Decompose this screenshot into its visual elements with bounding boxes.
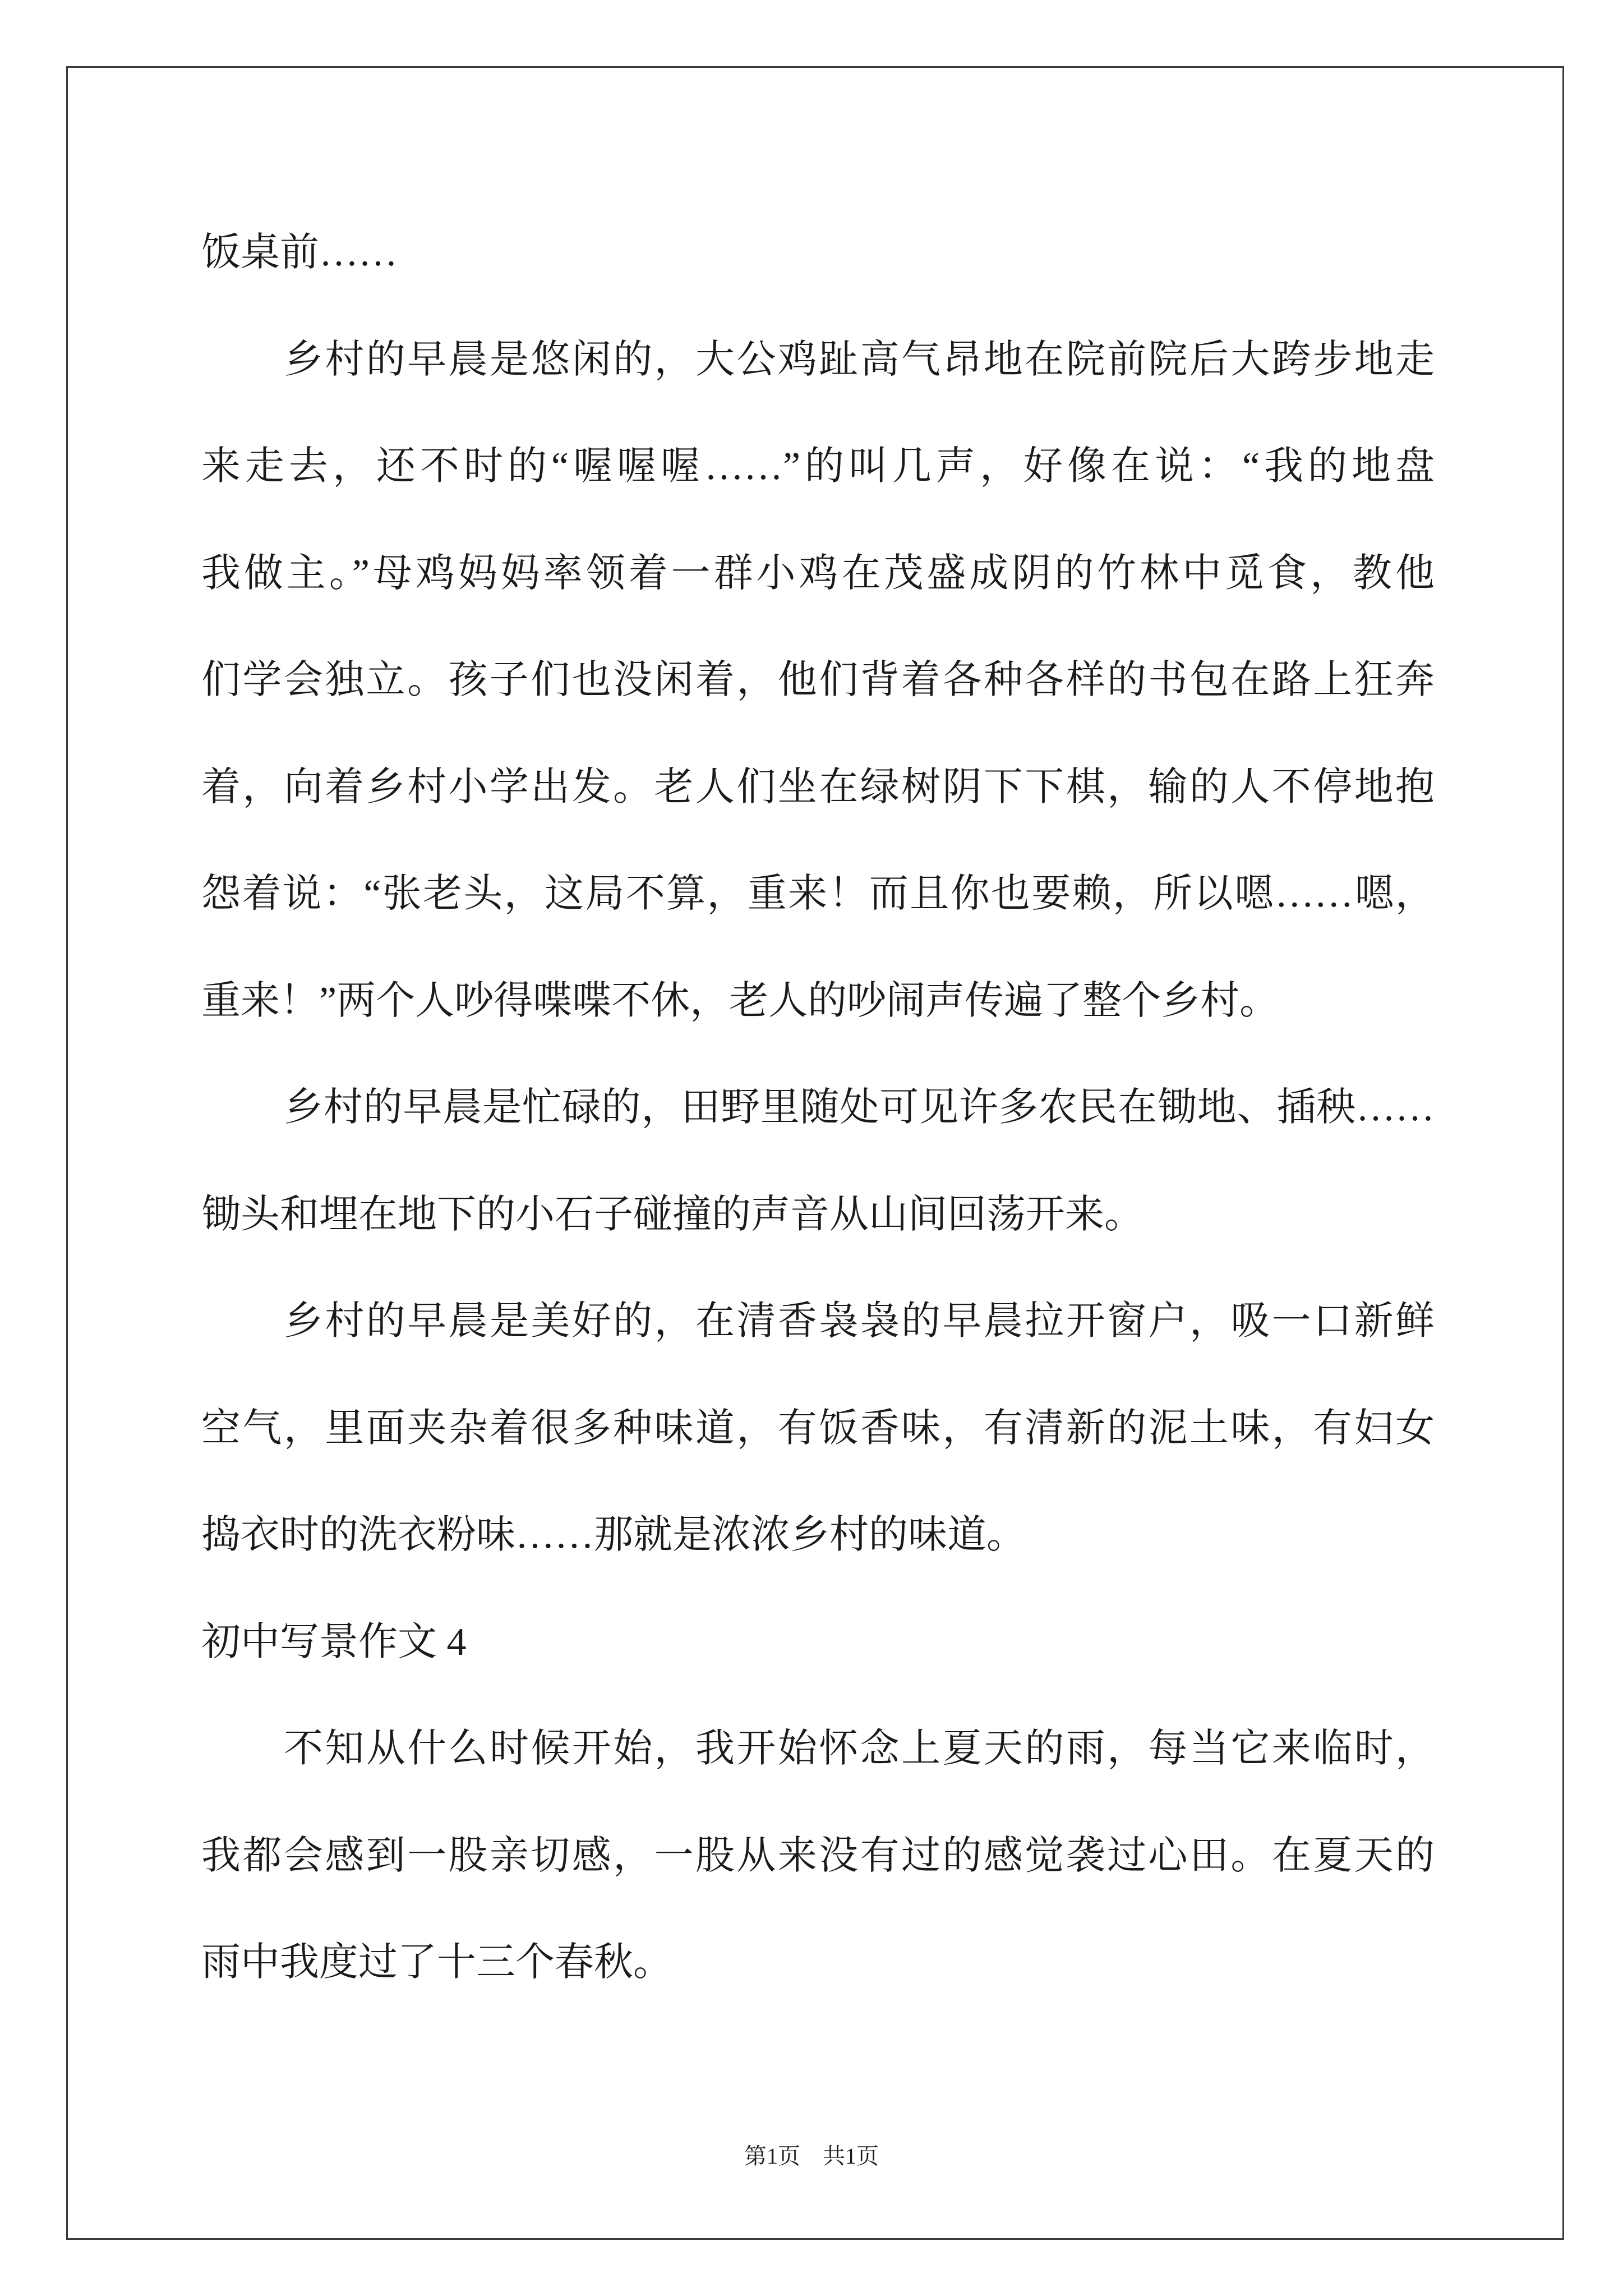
paragraph-line: 捣衣时的洗衣粉味……那就是浓浓乡村的味道。 (201, 1513, 1026, 1557)
paragraph-line: 重来！”两个人吵得喋喋不休，老人的吵闹声传遍了整个乡村。 (201, 979, 1279, 1023)
continued-line: 饭桌前…… (201, 231, 398, 274)
paragraph-line: 空气，里面夹杂着很多种味道，有饭香味，有清新的泥土味，有妇女 (201, 1406, 1435, 1450)
paragraph-line: 来走去，还不时的“喔喔喔……”的叫几声，好像在说：“我的地盘 (201, 445, 1435, 488)
paragraph-line: 锄头和埋在地下的小石子碰撞的声音从山间回荡开来。 (201, 1193, 1144, 1236)
paragraph-line: 们学会独立。孩子们也没闲着，他们背着各种各样的书包在路上狂奔 (201, 659, 1435, 702)
section-heading: 初中写景作文 4 (201, 1620, 467, 1664)
paragraph-line: 雨中我度过了十三个春秋。 (201, 1941, 672, 1984)
document-body (201, 200, 1435, 2017)
page-footer: 第1页 共1页 (744, 2143, 879, 2169)
paragraph-line: 乡村的早晨是悠闲的，大公鸡趾高气昂地在院前院后大跨步地走 (284, 338, 1435, 381)
paragraph-line: 着，向着乡村小学出发。老人们坐在绿树阴下下棋，输的人不停地抱 (201, 765, 1435, 809)
paragraph-line: 我都会感到一股亲切感，一股从来没有过的感觉袭过心田。在夏天的 (201, 1834, 1435, 1878)
paragraph-line: 怨着说：“张老头，这局不算，重来！而且你也要赖，所以嗯……嗯， (201, 872, 1435, 915)
paragraph-line: 我做主。”母鸡妈妈率领着一群小鸡在茂盛成阴的竹林中觅食，教他 (201, 551, 1435, 595)
paragraph-line: 不知从什么时候开始，我开始怀念上夏天的雨，每当它来临时， (284, 1727, 1435, 1770)
paragraph-line: 乡村的早晨是美好的，在清香袅袅的早晨拉开窗户，吸一口新鲜 (284, 1300, 1435, 1343)
paragraph-line: 乡村的早晨是忙碌的，田野里随处可见许多农民在锄地、插秧…… (284, 1086, 1435, 1129)
